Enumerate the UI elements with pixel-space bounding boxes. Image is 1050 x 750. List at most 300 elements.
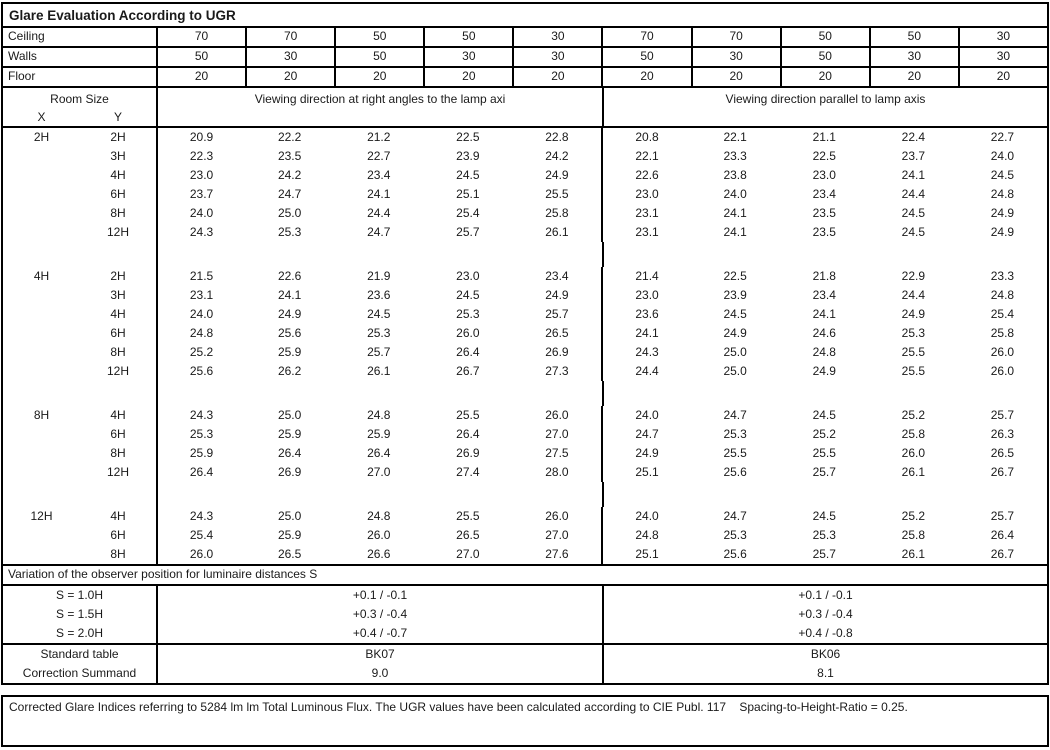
data-row [3, 545, 1047, 564]
variation-left-value: +0.3 / -0.4 [156, 605, 602, 624]
room-x-label: 12H [30, 509, 53, 523]
ugr-value: 25.3 [277, 225, 302, 239]
room-y-label: 12H [106, 225, 129, 239]
ugr-value: 23.0 [156, 166, 245, 185]
ugr-value: 25.7 [812, 465, 836, 479]
ugr-value: 23.9 [456, 149, 480, 163]
variation-right-value: +0.3 / -0.4 [602, 605, 1047, 624]
ugr-value: 26.0 [990, 345, 1015, 359]
ugr-value: 25.8 [901, 427, 926, 441]
ugr-value: 26.7 [990, 547, 1015, 561]
room-y-label: 12H [106, 364, 129, 378]
ugr-value: 25.5 [456, 509, 480, 523]
ugr-value: 24.1 [723, 206, 747, 220]
ugr-value: 25.5 [901, 345, 926, 359]
reflectance-value: 30 [512, 28, 601, 46]
ugr-value: 25.7 [456, 225, 480, 239]
ugr-value: 25.3 [456, 307, 480, 321]
ugr-value: 21.2 [367, 130, 391, 144]
ugr-value: 25.5 [812, 446, 836, 460]
room-y-label: 12H [106, 465, 129, 479]
reflectance-value: 50 [780, 48, 869, 66]
ugr-value: 27.0 [456, 547, 480, 561]
ugr-value: 25.2 [901, 408, 926, 422]
ugr-value: 25.3 [367, 326, 391, 340]
ugr-value: 23.0 [601, 185, 690, 204]
reflectance-value: 70 [601, 28, 690, 46]
spacer-cell [3, 482, 80, 507]
ugr-value: 24.2 [277, 168, 302, 182]
ugr-value: 25.7 [990, 509, 1015, 523]
variation-row [3, 624, 1047, 643]
ugr-value: 22.7 [367, 149, 391, 163]
ugr-value: 25.6 [723, 465, 747, 479]
summary-right-value: BK06 [602, 645, 1047, 664]
ugr-value: 24.0 [156, 305, 245, 324]
ugr-value: 26.4 [456, 427, 480, 441]
room-y-label: 4H [110, 408, 126, 422]
ugr-value: 22.6 [277, 269, 302, 283]
surface-label: Floor [8, 69, 36, 83]
ugr-value: 21.9 [367, 269, 391, 283]
ugr-value: 26.9 [545, 345, 569, 359]
room-y-label: 3H [110, 149, 126, 163]
variation-right-value: +0.4 / -0.8 [602, 624, 1047, 643]
ugr-value: 24.5 [456, 168, 480, 182]
ugr-value: 21.1 [812, 130, 836, 144]
ugr-value: 24.3 [156, 507, 245, 526]
ugr-value: 25.1 [601, 545, 690, 564]
ugr-value: 25.3 [723, 528, 747, 542]
ugr-value: 27.0 [367, 465, 391, 479]
data-row [3, 362, 1047, 381]
data-row [3, 406, 1047, 425]
block-spacer [3, 482, 1047, 507]
room-y-label: 8H [110, 345, 126, 359]
room-size-cell [3, 88, 156, 127]
ugr-value: 25.0 [277, 206, 302, 220]
room-y-label: 4H [110, 168, 126, 182]
y-axis-label: Y [113, 110, 122, 124]
ugr-value: 25.9 [277, 427, 302, 441]
ugr-value: 23.4 [812, 288, 836, 302]
data-row [3, 526, 1047, 545]
summary-left-value: 9.0 [156, 664, 602, 683]
summary-label: Correction Summand [22, 666, 137, 680]
room-y-label: 6H [110, 427, 126, 441]
ugr-value: 22.5 [812, 149, 836, 163]
reflectance-value: 50 [601, 48, 690, 66]
ugr-value: 25.5 [723, 446, 747, 460]
ugr-value: 25.8 [901, 528, 926, 542]
ugr-value: 25.6 [277, 326, 302, 340]
ugr-value: 27.0 [545, 427, 569, 441]
ugr-value: 25.4 [990, 307, 1015, 321]
ugr-value: 24.5 [456, 288, 480, 302]
room-y-label: 2H [110, 269, 126, 283]
room-y-label: 8H [110, 206, 126, 220]
reflectance-value: 30 [691, 48, 780, 66]
viewing-direction-right-angles-header: Viewing direction at right angles to the lamp axi [156, 88, 602, 127]
room-x-label [3, 463, 80, 482]
ugr-value: 24.1 [601, 324, 690, 343]
summary-rows [3, 643, 1047, 683]
data-row [3, 343, 1047, 362]
ugr-value: 25.1 [601, 463, 690, 482]
spacer-cell [156, 482, 602, 507]
ugr-value: 23.4 [812, 187, 836, 201]
x-axis-label: X [37, 110, 46, 124]
ugr-value: 23.6 [601, 305, 690, 324]
spacer-cell [3, 381, 80, 406]
ugr-value: 23.0 [812, 168, 836, 182]
room-x-label [3, 324, 80, 343]
surface-label: Walls [8, 49, 37, 63]
ugr-value: 26.9 [456, 446, 480, 460]
spacer-cell [3, 242, 80, 267]
ugr-value: 26.0 [367, 528, 391, 542]
ugr-value: 24.7 [723, 509, 747, 523]
ugr-value: 26.0 [456, 326, 480, 340]
ugr-value: 24.9 [545, 168, 569, 182]
ugr-value: 22.9 [901, 269, 926, 283]
ugr-value: 23.9 [723, 288, 747, 302]
ugr-value: 20.8 [601, 128, 690, 147]
ugr-value: 25.0 [723, 345, 747, 359]
room-x-label: 8H [33, 408, 50, 422]
ugr-value: 26.1 [901, 465, 926, 479]
ugr-value: 24.9 [990, 206, 1015, 220]
ugr-value: 22.1 [601, 147, 690, 166]
ugr-value: 28.0 [545, 465, 569, 479]
reflectance-row [3, 48, 1047, 68]
ugr-value: 24.9 [812, 364, 836, 378]
ugr-value: 24.7 [723, 408, 747, 422]
room-size-axes [3, 109, 156, 127]
ugr-value: 24.1 [277, 288, 302, 302]
ugr-value: 24.3 [601, 343, 690, 362]
ugr-value: 24.3 [156, 406, 245, 425]
block-spacer [3, 381, 1047, 406]
ugr-value: 20.9 [156, 128, 245, 147]
ugr-value: 23.7 [901, 149, 926, 163]
reflectance-value: 50 [780, 28, 869, 46]
reflectance-value: 20 [869, 68, 958, 86]
ugr-value: 26.5 [277, 547, 302, 561]
ugr-value: 24.5 [723, 307, 747, 321]
ugr-value: 24.9 [545, 288, 569, 302]
ugr-value: 24.2 [545, 149, 569, 163]
ugr-value: 22.4 [901, 130, 926, 144]
ugr-value: 24.8 [367, 408, 391, 422]
ugr-value: 25.6 [156, 362, 245, 381]
ugr-value: 24.1 [723, 225, 747, 239]
ugr-value: 23.8 [723, 168, 747, 182]
variation-header: Variation of the observer position for luminaire distances S [3, 564, 1047, 586]
ugr-value: 27.4 [456, 465, 480, 479]
ugr-value: 25.8 [545, 206, 569, 220]
ugr-value: 22.5 [723, 269, 747, 283]
room-y-label: 3H [110, 288, 126, 302]
reflectance-value: 30 [245, 48, 334, 66]
ugr-value: 25.3 [901, 326, 926, 340]
reflectance-value: 20 [780, 68, 869, 86]
ugr-value: 25.2 [901, 509, 926, 523]
ugr-value: 23.4 [367, 168, 391, 182]
ugr-value: 24.5 [812, 408, 836, 422]
ugr-value: 24.0 [156, 204, 245, 223]
ugr-value: 25.1 [456, 187, 480, 201]
room-x-label [3, 305, 80, 324]
ugr-data-area [3, 128, 1047, 564]
data-row [3, 166, 1047, 185]
data-row [3, 305, 1047, 324]
ugr-value: 24.5 [812, 509, 836, 523]
variation-row [3, 605, 1047, 624]
room-x-label [3, 286, 80, 305]
ugr-value: 24.0 [723, 187, 747, 201]
ugr-value: 24.5 [901, 206, 926, 220]
room-y-label: 8H [110, 547, 126, 561]
ugr-value: 24.8 [601, 526, 690, 545]
ugr-value: 24.7 [601, 425, 690, 444]
ugr-value: 23.0 [456, 269, 480, 283]
ugr-value: 26.6 [367, 547, 391, 561]
spacer-cell [602, 242, 1048, 267]
room-x-label [3, 185, 80, 204]
reflectance-value: 30 [958, 48, 1047, 66]
ugr-value: 21.5 [156, 267, 245, 286]
ugr-value: 22.8 [545, 130, 569, 144]
reflectance-value: 50 [334, 48, 423, 66]
ugr-value: 22.2 [277, 130, 302, 144]
ugr-value: 27.3 [545, 364, 569, 378]
spacer-cell [80, 242, 156, 267]
ugr-value: 26.4 [367, 446, 391, 460]
spacer-cell [156, 381, 602, 406]
room-x-label [3, 362, 80, 381]
ugr-value: 25.5 [901, 364, 926, 378]
ugr-value: 25.7 [812, 547, 836, 561]
room-y-label: 4H [110, 307, 126, 321]
ugr-value: 21.8 [812, 269, 836, 283]
ugr-value: 24.4 [901, 288, 926, 302]
ugr-value: 25.8 [990, 326, 1015, 340]
ugr-table [1, 2, 1049, 685]
ugr-value: 24.5 [990, 168, 1015, 182]
ugr-value: 24.7 [367, 225, 391, 239]
viewing-direction-parallel-header: Viewing direction parallel to lamp axis [602, 88, 1047, 127]
ugr-value: 24.3 [156, 223, 245, 242]
reflectance-value: 20 [423, 68, 512, 86]
ugr-value: 25.6 [723, 547, 747, 561]
room-x-label [3, 223, 80, 242]
ugr-value: 25.7 [990, 408, 1015, 422]
ugr-value: 26.5 [456, 528, 480, 542]
reflectance-row [3, 28, 1047, 48]
room-x-label [3, 166, 80, 185]
variation-left-value: +0.4 / -0.7 [156, 624, 602, 643]
reflectance-value: 30 [512, 48, 601, 66]
ugr-value: 25.9 [277, 345, 302, 359]
ugr-value: 25.2 [156, 343, 245, 362]
ugr-value: 24.0 [601, 406, 690, 425]
ugr-value: 24.9 [601, 444, 690, 463]
ugr-value: 24.1 [367, 187, 391, 201]
ugr-value: 26.4 [990, 528, 1015, 542]
ugr-value: 25.0 [723, 364, 747, 378]
ugr-value: 23.5 [812, 206, 836, 220]
block-spacer [3, 242, 1047, 267]
reflectance-rows [3, 28, 1047, 88]
ugr-value: 23.1 [601, 204, 690, 223]
ugr-value: 26.7 [990, 465, 1015, 479]
ugr-value: 25.9 [156, 444, 245, 463]
spacer-cell [80, 381, 156, 406]
room-y-label: 4H [110, 509, 126, 523]
room-size-label: Room Size [50, 92, 109, 106]
ugr-value: 23.6 [367, 288, 391, 302]
ugr-value: 25.3 [812, 528, 836, 542]
room-y-label: 6H [110, 528, 126, 542]
reflectance-value: 30 [423, 48, 512, 66]
reflectance-value: 20 [512, 68, 601, 86]
ugr-value: 25.5 [545, 187, 569, 201]
ugr-value: 27.0 [545, 528, 569, 542]
ugr-value: 25.3 [723, 427, 747, 441]
room-y-label: 2H [110, 130, 126, 144]
data-row [3, 128, 1047, 147]
data-row [3, 444, 1047, 463]
ugr-value: 23.4 [545, 269, 569, 283]
ugr-value: 24.8 [990, 187, 1015, 201]
reflectance-value: 20 [691, 68, 780, 86]
room-x-label: 4H [33, 269, 50, 283]
summary-row [3, 664, 1047, 683]
reflectance-value: 20 [245, 68, 334, 86]
ugr-value: 24.9 [901, 307, 926, 321]
reflectance-value: 50 [423, 28, 512, 46]
ugr-value: 24.5 [367, 307, 391, 321]
ugr-value: 22.3 [156, 147, 245, 166]
reflectance-value: 20 [958, 68, 1047, 86]
ugr-value: 24.0 [601, 507, 690, 526]
ugr-value: 26.4 [277, 446, 302, 460]
surface-label: Ceiling [8, 29, 45, 43]
ugr-value: 24.0 [990, 149, 1015, 163]
ugr-value: 25.0 [277, 408, 302, 422]
reflectance-value: 20 [156, 68, 245, 86]
room-y-label: 6H [110, 326, 126, 340]
spacer-cell [156, 242, 602, 267]
room-x-label [3, 147, 80, 166]
ugr-value: 25.9 [277, 528, 302, 542]
data-row [3, 286, 1047, 305]
reflectance-value: 30 [958, 28, 1047, 46]
ugr-value: 24.8 [367, 509, 391, 523]
data-row [3, 463, 1047, 482]
ugr-value: 26.5 [990, 446, 1015, 460]
ugr-value: 24.7 [277, 187, 302, 201]
ugr-value: 23.5 [812, 225, 836, 239]
data-row [3, 223, 1047, 242]
reflectance-value: 50 [156, 48, 245, 66]
ugr-value: 26.0 [545, 408, 569, 422]
ugr-value: 27.6 [545, 547, 569, 561]
data-row [3, 185, 1047, 204]
ugr-value: 23.1 [156, 286, 245, 305]
room-x-label: 2H [33, 130, 50, 144]
footer-note: Corrected Glare Indices referring to 5284 lm lm Total Luminous Flux. The UGR values have been calculated according to CIE Publ. 117 Spacing-to-Height-Ratio = 0.25. [1, 695, 1049, 747]
room-x-label [3, 444, 80, 463]
ugr-value: 26.7 [456, 364, 480, 378]
ugr-value: 26.0 [545, 509, 569, 523]
table-title: Glare Evaluation According to UGR [3, 4, 1047, 28]
room-y-label: 8H [110, 446, 126, 460]
reflectance-value: 50 [334, 28, 423, 46]
summary-right-value: 8.1 [602, 664, 1047, 683]
ugr-value: 24.8 [156, 324, 245, 343]
ugr-value: 24.1 [901, 168, 926, 182]
ugr-value: 23.1 [601, 223, 690, 242]
ugr-value: 26.0 [156, 545, 245, 564]
ugr-value: 22.6 [601, 166, 690, 185]
ugr-value: 23.3 [990, 269, 1015, 283]
room-size-header [3, 88, 1047, 128]
ugr-value: 26.0 [901, 446, 926, 460]
ugr-value: 25.7 [367, 345, 391, 359]
ugr-value: 26.2 [277, 364, 302, 378]
reflectance-value: 70 [691, 28, 780, 46]
s-distance-label: S = 1.5H [55, 607, 104, 621]
ugr-value: 25.4 [456, 206, 480, 220]
ugr-value: 24.8 [812, 345, 836, 359]
ugr-value: 24.4 [601, 362, 690, 381]
reflectance-value: 50 [869, 28, 958, 46]
variation-right-value: +0.1 / -0.1 [602, 586, 1047, 605]
reflectance-value: 20 [334, 68, 423, 86]
ugr-value: 25.3 [156, 425, 245, 444]
data-row [3, 204, 1047, 223]
ugr-value: 22.7 [990, 130, 1015, 144]
ugr-value: 24.8 [990, 288, 1015, 302]
reflectance-value: 70 [156, 28, 245, 46]
room-x-label [3, 425, 80, 444]
ugr-value: 25.7 [545, 307, 569, 321]
ugr-value: 26.4 [156, 463, 245, 482]
data-row [3, 507, 1047, 526]
reflectance-row [3, 68, 1047, 88]
ugr-value: 23.0 [601, 286, 690, 305]
ugr-value: 26.0 [990, 364, 1015, 378]
data-row [3, 267, 1047, 286]
ugr-value: 24.5 [901, 225, 926, 239]
summary-row [3, 645, 1047, 664]
data-row [3, 425, 1047, 444]
spacer-cell [80, 482, 156, 507]
s-distance-label: S = 2.0H [55, 626, 104, 640]
ugr-value: 26.1 [901, 547, 926, 561]
variation-left-value: +0.1 / -0.1 [156, 586, 602, 605]
ugr-value: 25.5 [456, 408, 480, 422]
ugr-value: 26.1 [367, 364, 391, 378]
spacer-cell [602, 381, 1048, 406]
ugr-value: 24.9 [723, 326, 747, 340]
ugr-value: 25.4 [156, 526, 245, 545]
ugr-value: 24.6 [812, 326, 836, 340]
ugr-value: 27.5 [545, 446, 569, 460]
data-row [3, 147, 1047, 166]
